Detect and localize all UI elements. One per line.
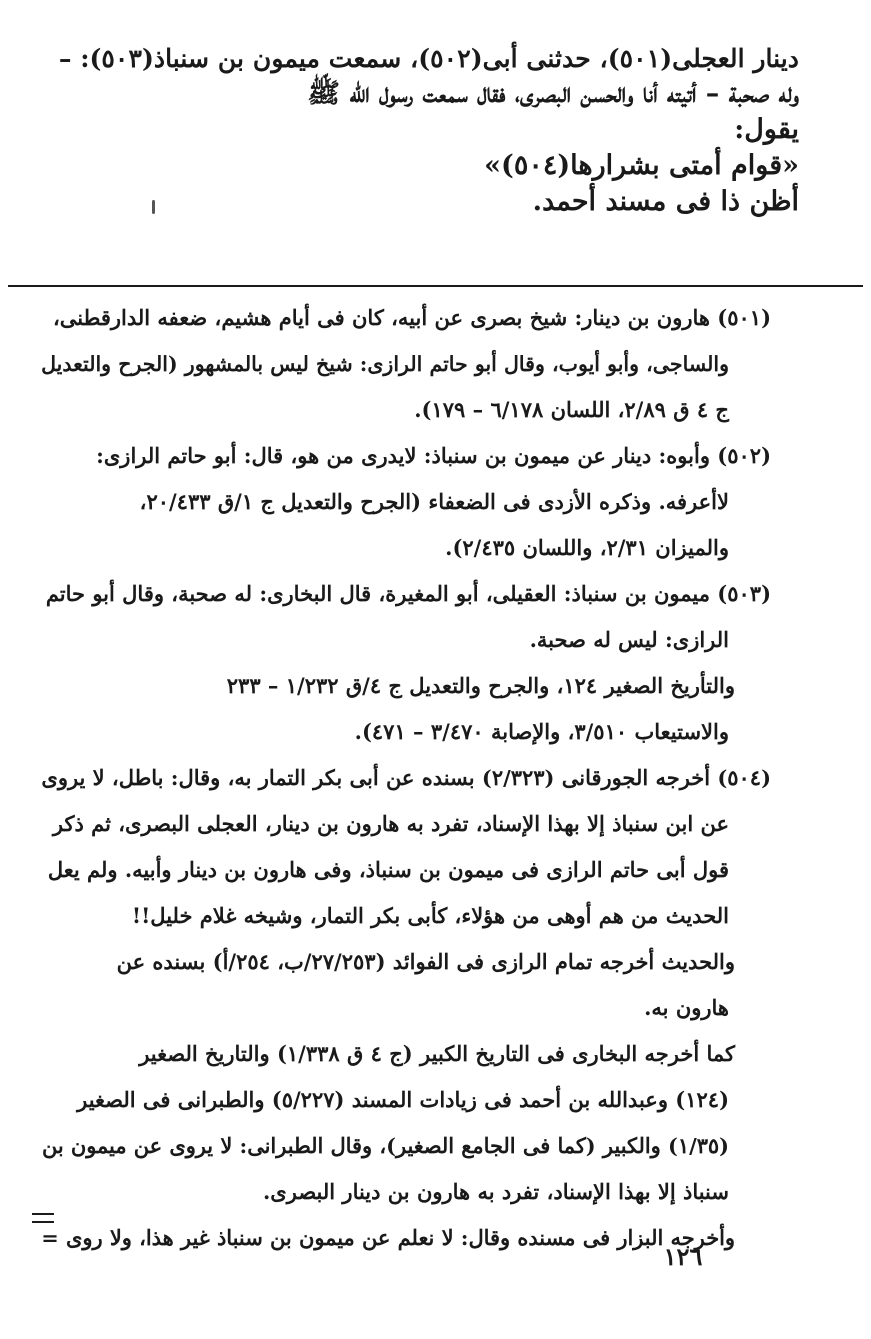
footnote-line: (١٢٤) وعبدالله بن أحمد فى زيادات المسند (٥/٢٢٧) والطبرانى فى الصغير bbox=[77, 1087, 729, 1112]
footnote-line: (٥٠٢) وأبوه: دينار عن ميمون بن سنباذ: لايدرى من هو، قال: أبو حاتم الرازى: bbox=[96, 443, 771, 468]
footnote-line: (٥٠٣) ميمون بن سنباذ: العقيلى، أبو المغيرة، قال البخارى: له صحبة، وقال أبو حاتم bbox=[45, 581, 771, 606]
footnote-line: (١/٣٥) والكبير (كما فى الجامع الصغير)، وقال الطبرانى: لا يروى عن ميمون بن bbox=[41, 1133, 729, 1158]
footnote-line: ج ٤ ق ٢/٨٩، اللسان ٦/١٧٨ – ١٧٩). bbox=[414, 397, 729, 422]
main-text-line: وله صحبة – أتيته أنا والحسن البصرى، فقال سمعت رسول الله ﷺ bbox=[307, 78, 799, 109]
footnote-line: كما أخرجه البخارى فى التاريخ الكبير (ج ٤ ق ١/٣٣٨) والتاريخ الصغير bbox=[139, 1041, 735, 1066]
page-number: ١٢٦ bbox=[663, 1242, 703, 1271]
footnote-line: والتأريخ الصغير ١٢٤، والجرح والتعديل ج ٤/ق ١/٢٣٢ – ٢٣٣ bbox=[226, 673, 735, 698]
footnote-line: والحديث أخرجه تمام الرازى فى الفوائد (٢٧/٢٥٣/ب، ٢٥٤/أ) بسنده عن bbox=[116, 949, 735, 974]
footnote-line: الرازى: ليس له صحبة. bbox=[529, 627, 729, 652]
continuation-mark bbox=[32, 1213, 54, 1223]
main-text-line: يقول: bbox=[734, 114, 799, 145]
main-text-line: أظن ذا فى مسند أحمد. bbox=[532, 186, 799, 217]
footnote-line: والساجى، وأبو أيوب، وقال أبو حاتم الرازى: شيخ ليس بالمشهور (الجرح والتعديل bbox=[41, 352, 729, 376]
footnote-separator bbox=[8, 285, 863, 287]
footnote-line: عن ابن سنباذ إلا بهذا الإسناد، تفرد به هارون بن دينار، العجلى البصرى، ثم ذكر bbox=[52, 811, 729, 836]
hadith-text: «قوام أمتى بشرارها(٥٠٤)» bbox=[484, 150, 799, 181]
footnote-line: هارون به. bbox=[644, 995, 729, 1020]
footnote-line: وأخرجه البزار فى مسنده وقال: لا نعلم عن ميمون بن سنباذ غير هذا، ولا روى = bbox=[41, 1225, 735, 1250]
footnote-line: قول أبى حاتم الرازى فى ميمون بن سنباذ، وفى هارون بن دينار وأبيه. ولم يعل bbox=[47, 857, 729, 882]
footnote-line: لاأعرفه. وذكره الأزدى فى الضعفاء (الجرح والتعديل ج ١/ق ٢٠/٤٣٣، bbox=[139, 489, 729, 514]
footnote-line: (٥٠١) هارون بن دينار: شيخ بصرى عن أبيه، كان فى أيام هشيم، ضعفه الدارقطنى، bbox=[52, 305, 771, 330]
footnote-line: والميزان ٢/٣١، واللسان ٢/٤٣٥). bbox=[445, 535, 729, 560]
ink-speck bbox=[152, 200, 155, 214]
footnote-line: سنباذ إلا بهذا الإسناد، تفرد به هارون بن دينار البصرى. bbox=[263, 1179, 729, 1204]
main-text bbox=[59, 40, 799, 220]
footnotes bbox=[41, 295, 771, 1261]
main-text-line: دينار العجلى(٥٠١)، حدثنى أبى(٥٠٢)، سمعت ميمون بن سنباذ(٥٠٣): – bbox=[58, 43, 799, 73]
footnote-line: (٥٠٤) أخرجه الجورقانى (٢/٣٢٣) بسنده عن أبى بكر التمار به، وقال: باطل، لا يروى bbox=[41, 765, 771, 790]
footnote-line: الحديث من هم أوهى من هؤلاء، كأبى بكر التمار، وشيخه غلام خليل!! bbox=[131, 903, 729, 928]
footnote-line: والاستيعاب ٣/٥١٠، والإصابة ٣/٤٧٠ – ٤٧١). bbox=[354, 719, 729, 744]
